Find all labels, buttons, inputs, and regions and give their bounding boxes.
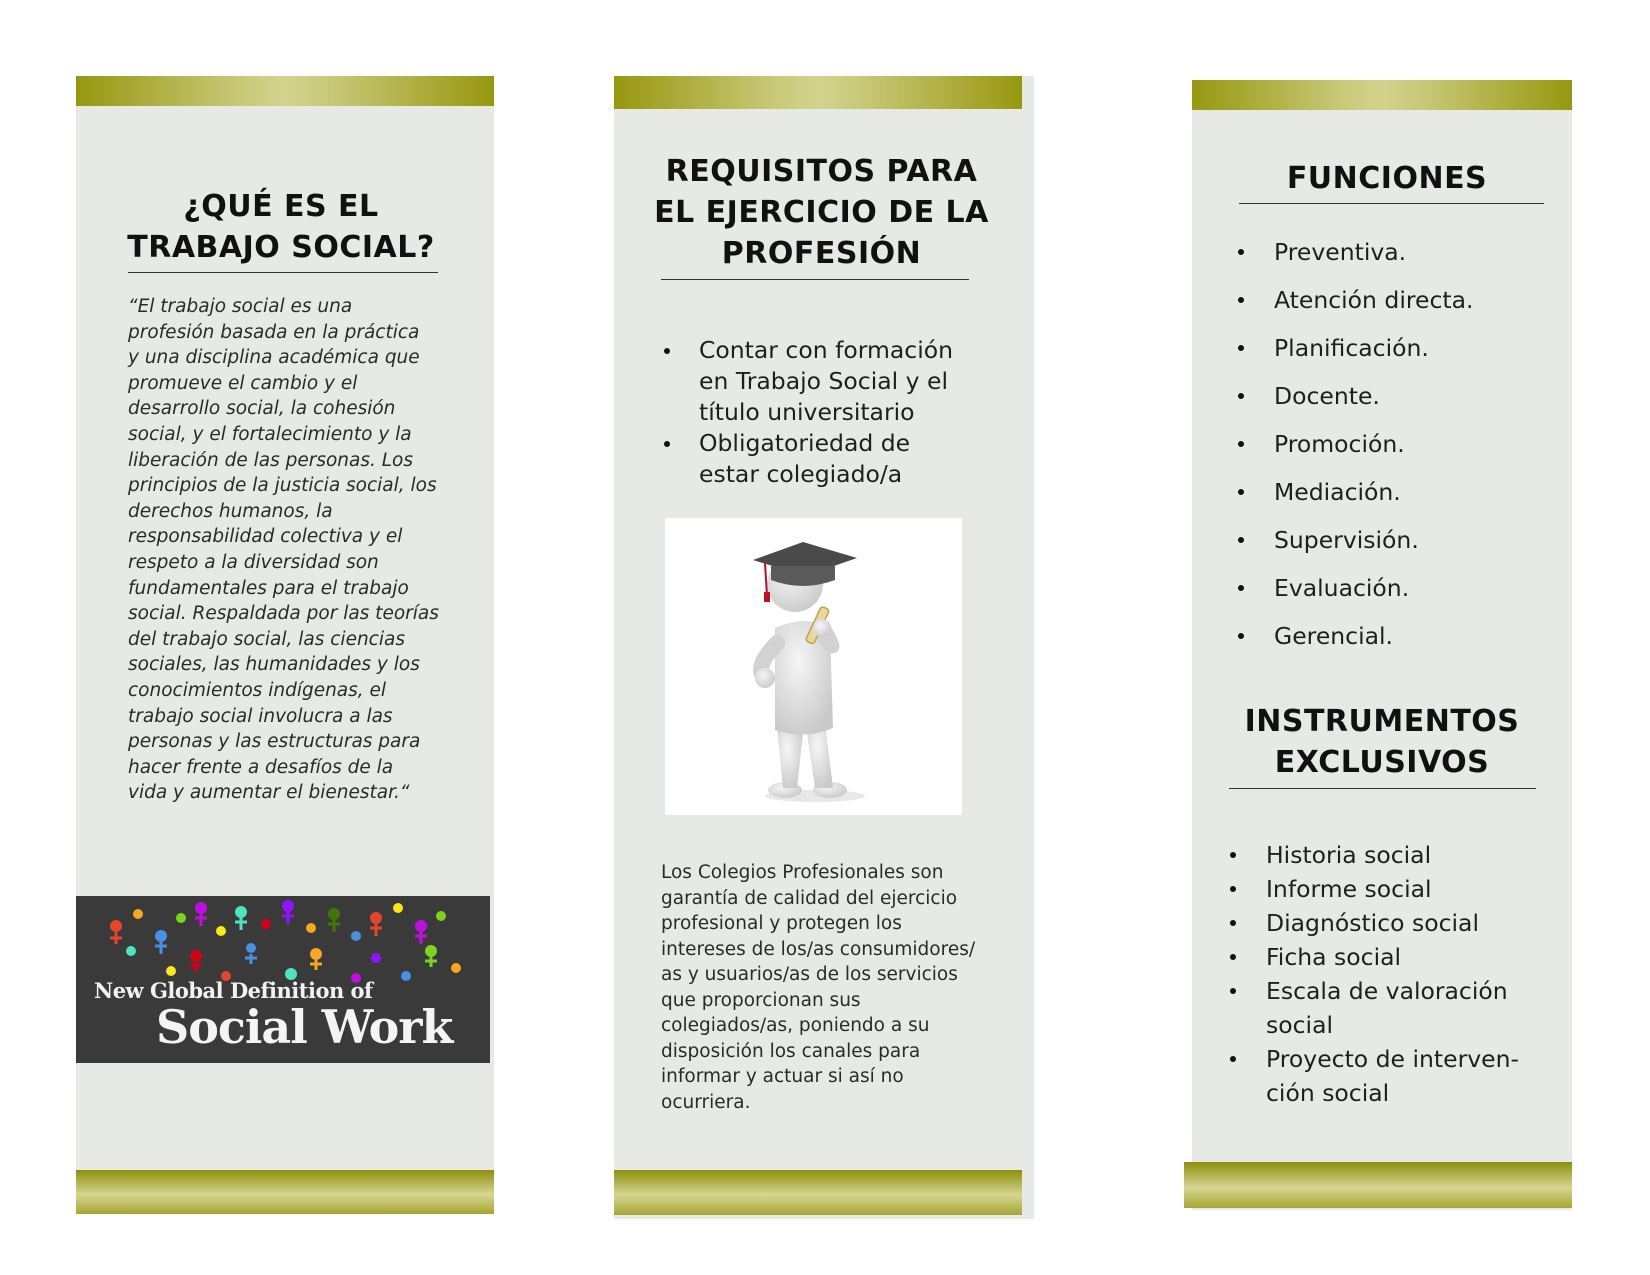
quote-line: vida y aumentar el bienestar.“	[128, 782, 410, 804]
heading-requisitos	[654, 151, 989, 274]
quote-line: sociales, las humanidades y los	[128, 654, 420, 676]
heading-funciones-text: FUNCIONES	[1286, 161, 1488, 196]
quote-line: personas y las estructuras para	[128, 731, 421, 753]
paragraph-line: profesional y protegen los	[661, 913, 902, 934]
function-text: Docente.	[1274, 382, 1380, 410]
quote-line: desarrollo social, la cohesión	[128, 398, 396, 420]
heading-funciones	[1232, 158, 1542, 199]
panel-left-top-bar	[76, 76, 494, 106]
heading-que-es	[116, 186, 446, 268]
panel-right-bottom-bar	[1184, 1162, 1572, 1208]
quote-line: promueve el cambio y el	[128, 372, 358, 394]
banner-line1: New Global Definition of	[94, 978, 373, 1003]
quote-line: derechos humanos, la	[128, 500, 333, 522]
list-item	[661, 335, 971, 428]
heading-instrumentos-rule	[1229, 788, 1536, 789]
paragraph-line: informar y actuar si así no	[661, 1066, 904, 1087]
heading-funciones-rule	[1239, 203, 1544, 204]
heading-requisitos-rule	[661, 279, 969, 280]
panel-middle-bottom-bar	[614, 1170, 1022, 1215]
paragraph-line: disposición los canales para	[661, 1040, 921, 1062]
instrument-text: Diagnóstico social	[1266, 909, 1479, 937]
banner-line2: Social Work	[156, 1000, 453, 1054]
functions-list	[1236, 228, 1556, 660]
quote-line: hacer frente a desafíos de la	[128, 756, 394, 778]
instrument-text: Ficha social	[1266, 943, 1402, 971]
quote-line: fundamentales para el trabajo	[128, 577, 409, 599]
list-item	[1236, 276, 1556, 324]
paragraph-line: ocurriera.	[661, 1091, 751, 1113]
quote-line: social. Respaldada por las teorías	[128, 603, 439, 625]
list-item	[1228, 838, 1538, 872]
panel-middle-top-bar	[614, 76, 1022, 109]
social-work-banner-image	[76, 896, 490, 1063]
list-item	[1228, 974, 1538, 1042]
paragraph-line: Los Colegios Profesionales son	[661, 862, 944, 883]
heading-instrumentos-text: INSTRUMENTOS EXCLUSIVOS	[1244, 704, 1520, 780]
function-text: Preventiva.	[1274, 238, 1407, 266]
paragraph-line: colegiados/as, poniendo a su	[661, 1015, 930, 1036]
social-work-definition-quote	[128, 294, 468, 806]
quote-line: social, y el fortalecimiento y la	[128, 423, 412, 445]
list-item	[1236, 564, 1556, 612]
quote-line: del trabajo social, las ciencias	[128, 628, 405, 650]
function-text: Atención directa.	[1274, 286, 1474, 314]
list-item	[1236, 324, 1556, 372]
quote-line: liberación de las personas. Los	[128, 449, 413, 471]
instrument-text: Escala de valoración social	[1266, 977, 1508, 1039]
heading-instrumentos	[1222, 701, 1542, 783]
list-item	[1236, 516, 1556, 564]
panel-right	[1192, 80, 1572, 1210]
quote-line: respeto a la diversidad son	[128, 551, 379, 573]
function-text: Promoción.	[1274, 430, 1405, 458]
panel-middle	[614, 76, 1034, 1219]
function-text: Mediación.	[1274, 478, 1401, 506]
panel-left	[76, 76, 494, 1214]
panel-left-bottom-bar	[76, 1170, 494, 1214]
colegios-paragraph	[661, 860, 1006, 1115]
quote-line: conocimientos indígenas, el	[128, 679, 387, 701]
quote-line: trabajo social involucra a las	[128, 705, 393, 727]
requirement-text: Contar con formación en Trabajo Social y el título universitario	[699, 336, 954, 426]
list-item	[1236, 612, 1556, 660]
quote-line: principios de la justicia social, los	[128, 475, 437, 497]
heading-que-es-rule	[128, 272, 438, 273]
list-item	[661, 428, 971, 490]
list-item	[1236, 372, 1556, 420]
list-item	[1228, 872, 1538, 906]
heading-requisitos-text: REQUISITOS PARA EL EJERCICIO DE LA PROFESIÓN	[654, 154, 989, 271]
paragraph-line: que proporcionan sus	[661, 989, 861, 1011]
function-text: Gerencial.	[1274, 622, 1394, 650]
paragraph-line: as y usuarios/as de los servicios	[661, 964, 958, 985]
list-item	[1228, 1042, 1538, 1110]
paragraph-line: garantía de calidad del ejercicio	[661, 887, 958, 909]
function-text: Planificación.	[1274, 334, 1429, 362]
heading-que-es-text: ¿QUÉ ES EL TRABAJO SOCIAL?	[127, 189, 435, 265]
list-item	[1236, 468, 1556, 516]
function-text: Evaluación.	[1274, 574, 1410, 602]
panel-right-top-bar	[1192, 80, 1572, 110]
instrument-text: Proyecto de interven-ción social	[1266, 1045, 1519, 1107]
list-item	[1228, 940, 1538, 974]
instruments-list	[1228, 838, 1538, 1110]
list-item	[1228, 906, 1538, 940]
quote-line: “El trabajo social es una	[128, 296, 353, 317]
graduate-image	[665, 518, 962, 815]
paragraph-line: intereses de los/as consumidores/	[661, 938, 976, 960]
instrument-text: Historia social	[1266, 841, 1432, 869]
requirement-text: Obligatoriedad de estar colegiado/a	[699, 429, 911, 488]
quote-line: responsabilidad colectiva y el	[128, 526, 403, 548]
requirements-list	[661, 335, 971, 490]
function-text: Supervisión.	[1274, 526, 1419, 554]
graduate-figure-icon	[665, 518, 962, 815]
list-item	[1236, 228, 1556, 276]
instrument-text: Informe social	[1266, 875, 1432, 903]
quote-line: y una disciplina académica que	[128, 347, 420, 369]
list-item	[1236, 420, 1556, 468]
quote-line: profesión basada en la práctica	[128, 321, 420, 343]
